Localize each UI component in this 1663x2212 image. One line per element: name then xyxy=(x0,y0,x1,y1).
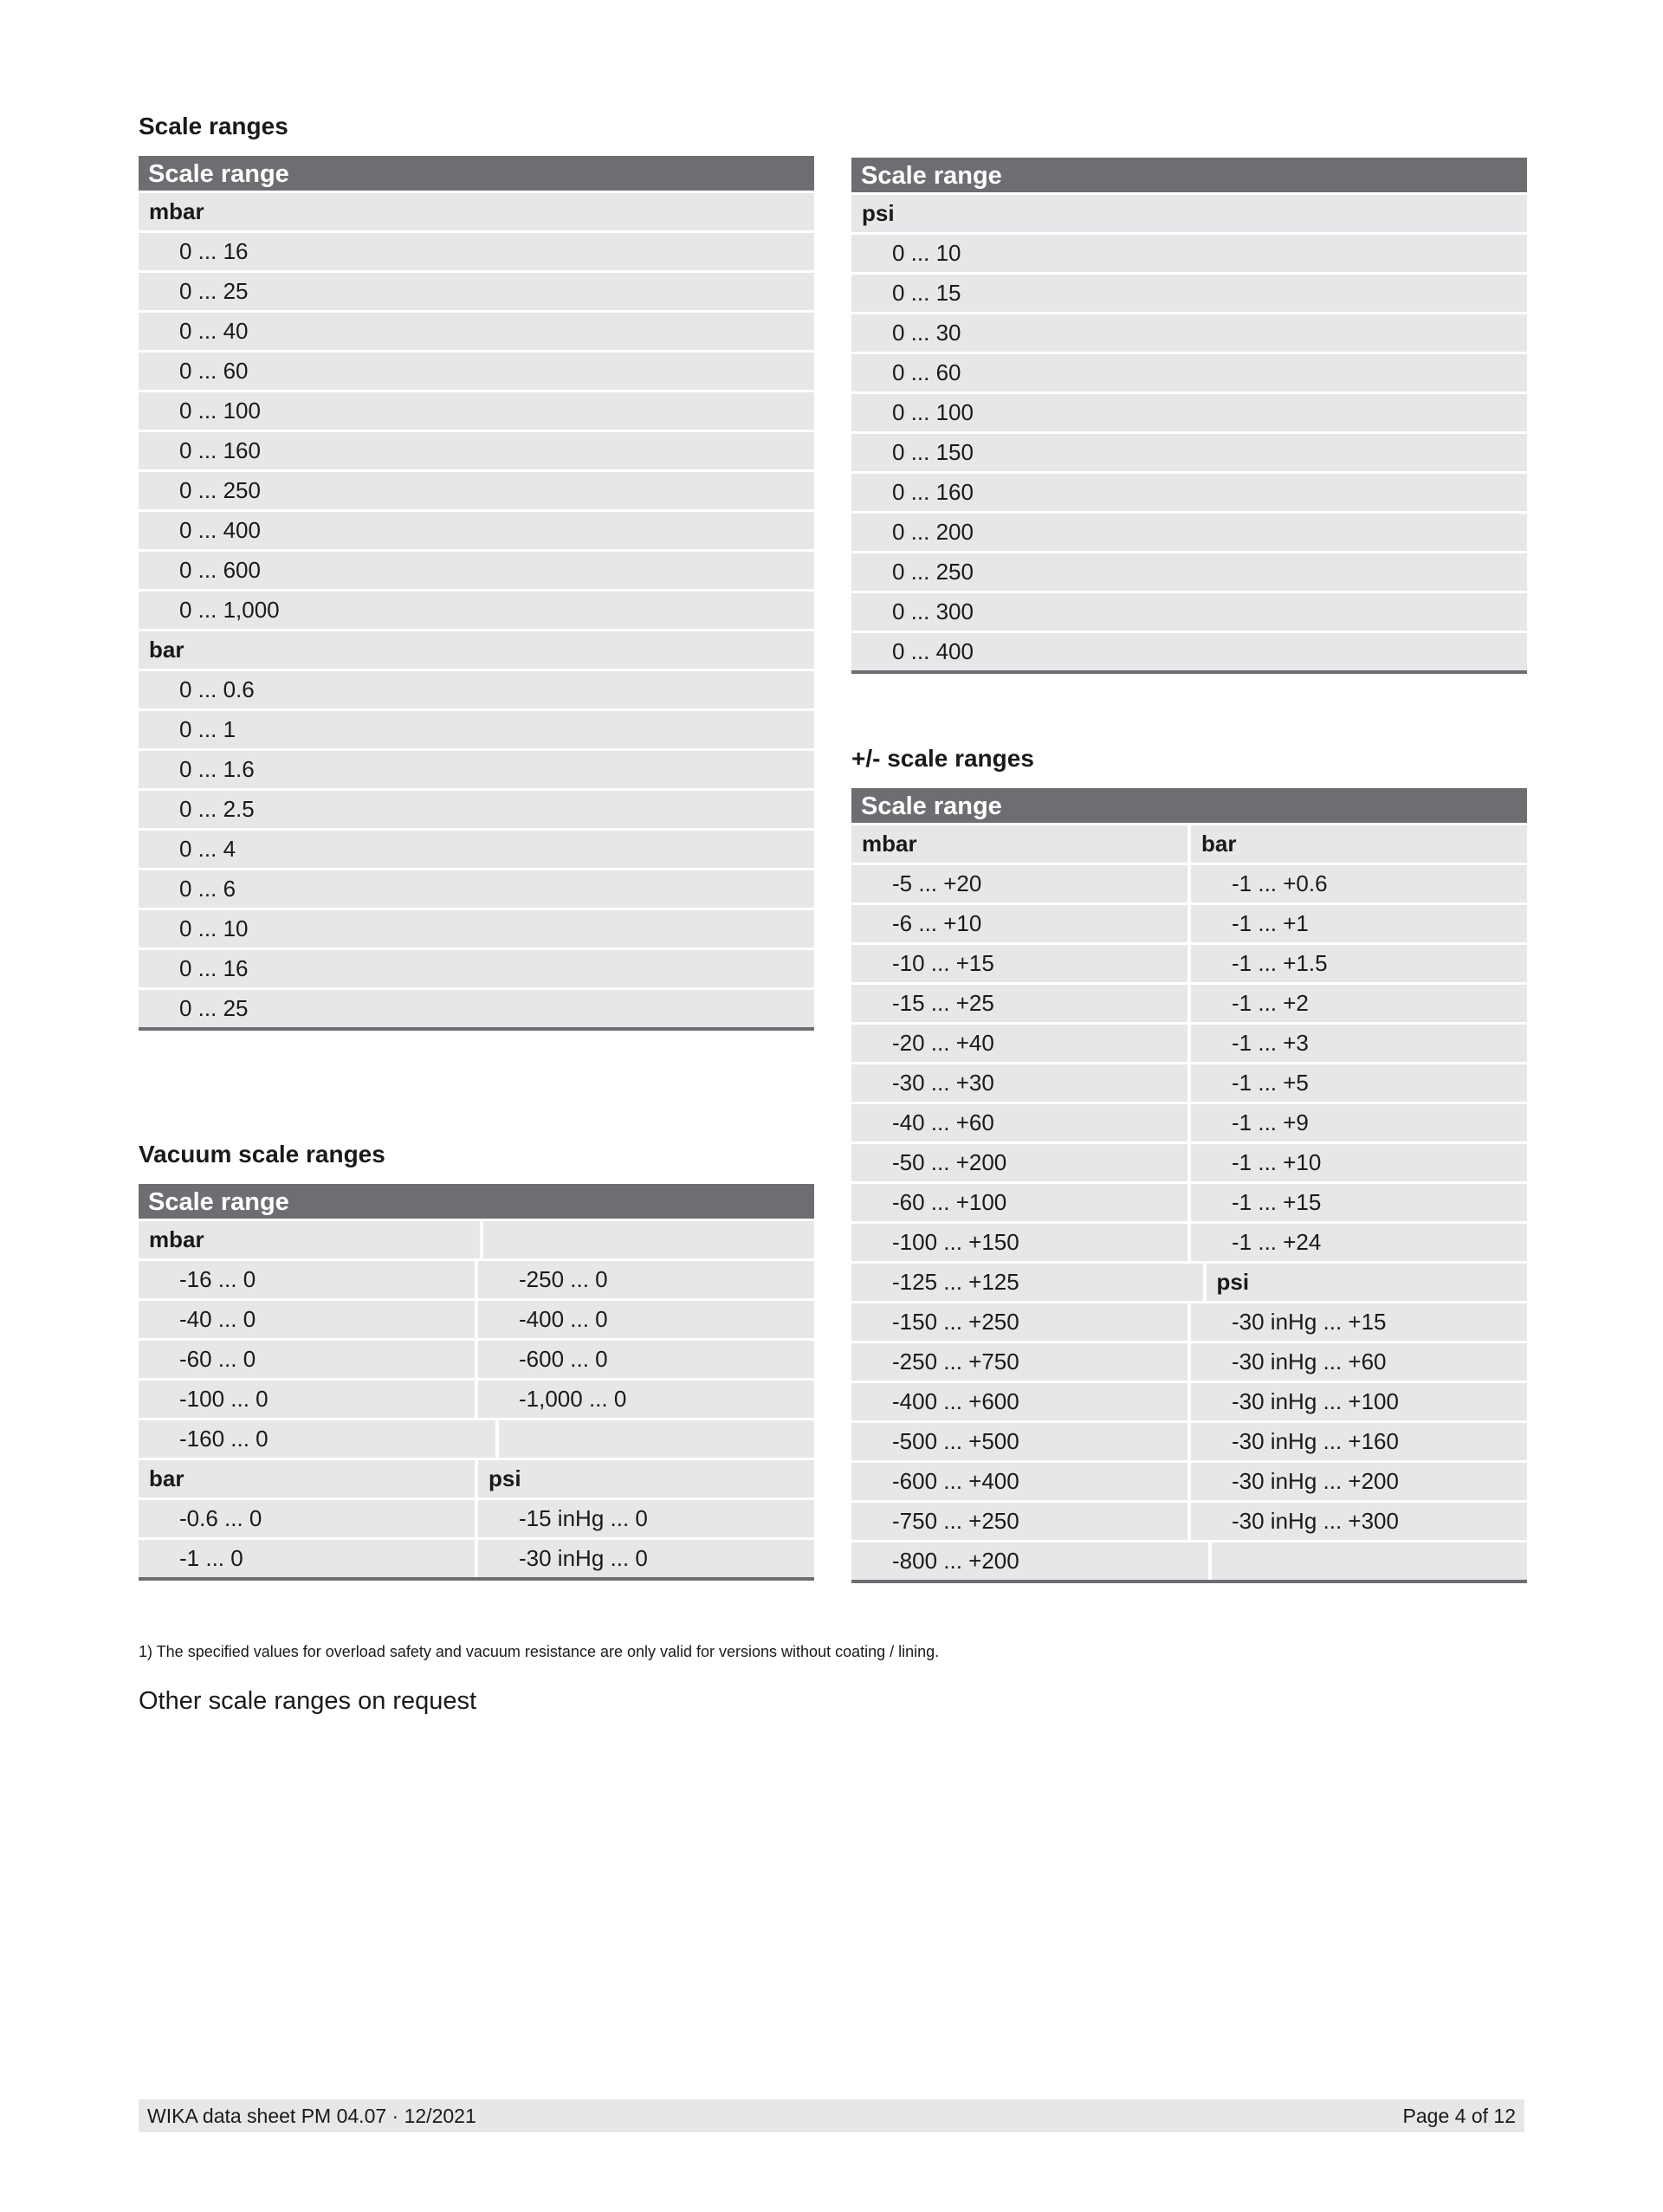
range-value: -1 ... +2 xyxy=(1191,985,1527,1022)
range-value: -40 ... 0 xyxy=(139,1301,475,1338)
range-value: 0 ... 160 xyxy=(851,474,1527,511)
unit-label: bar xyxy=(139,1460,475,1497)
table-row xyxy=(139,1261,814,1298)
range-value: -1 ... 0 xyxy=(139,1540,475,1577)
table-row xyxy=(139,950,814,987)
unit-label: bar xyxy=(1191,825,1527,863)
range-value: -150 ... +250 xyxy=(851,1303,1187,1341)
plus-minus-scale-ranges-title: +/- scale ranges xyxy=(851,745,1034,772)
table-row xyxy=(139,233,814,270)
table-row xyxy=(139,831,814,868)
page-footer xyxy=(139,2099,1524,2132)
table-row xyxy=(851,235,1527,272)
table-row xyxy=(851,514,1527,551)
range-value: 0 ... 600 xyxy=(139,552,814,589)
range-value: -1 ... +9 xyxy=(1191,1104,1527,1142)
table-row xyxy=(851,394,1527,431)
table-row xyxy=(851,1383,1527,1420)
range-value: -50 ... +200 xyxy=(851,1144,1187,1181)
range-value: 0 ... 1 xyxy=(139,711,814,748)
range-value: -0.6 ... 0 xyxy=(139,1500,475,1537)
range-value: -1,000 ... 0 xyxy=(478,1381,814,1418)
range-value: -30 inHg ... +15 xyxy=(1191,1303,1527,1341)
range-value: 0 ... 6 xyxy=(139,870,814,908)
table-row xyxy=(139,472,814,509)
table-row xyxy=(851,1104,1527,1142)
range-value: -6 ... +10 xyxy=(851,905,1187,942)
range-value: 0 ... 2.5 xyxy=(139,791,814,828)
range-value: -600 ... +400 xyxy=(851,1463,1187,1500)
range-value: -1 ... +24 xyxy=(1191,1224,1527,1261)
range-value: -1 ... +5 xyxy=(1191,1064,1527,1102)
footer-document-id: WIKA data sheet PM 04.07 · 12/2021 xyxy=(147,2105,476,2127)
table-row xyxy=(851,905,1527,942)
table-row xyxy=(851,1184,1527,1221)
table-header: Scale range xyxy=(139,1184,814,1219)
psi-scale-ranges-table xyxy=(851,158,1527,674)
range-value: 0 ... 60 xyxy=(851,354,1527,391)
table-row xyxy=(851,1025,1527,1062)
table-row xyxy=(139,1381,814,1418)
unit-label: mbar xyxy=(139,193,814,230)
table-row xyxy=(851,1503,1527,1540)
range-value: 0 ... 300 xyxy=(851,593,1527,631)
range-value: 0 ... 10 xyxy=(139,910,814,948)
table-row xyxy=(139,1540,814,1577)
unit-label: mbar xyxy=(139,1221,480,1258)
range-value: -1 ... +0.6 xyxy=(1191,865,1527,902)
range-value: -30 inHg ... +100 xyxy=(1191,1383,1527,1420)
range-value: -1 ... +1.5 xyxy=(1191,945,1527,982)
range-value: -400 ... +600 xyxy=(851,1383,1187,1420)
range-value: -1 ... +3 xyxy=(1191,1025,1527,1062)
range-value: 0 ... 16 xyxy=(139,950,814,987)
unit-heading-row xyxy=(139,193,814,230)
range-value: 0 ... 1,000 xyxy=(139,592,814,629)
range-value: 0 ... 400 xyxy=(139,512,814,549)
empty-cell xyxy=(483,1221,814,1258)
table-header: Scale range xyxy=(139,156,814,191)
range-value: 0 ... 15 xyxy=(851,275,1527,312)
range-value: -1 ... +1 xyxy=(1191,905,1527,942)
range-value: -30 inHg ... +160 xyxy=(1191,1423,1527,1460)
table-row xyxy=(851,985,1527,1022)
table-row xyxy=(139,552,814,589)
range-value: 0 ... 1.6 xyxy=(139,751,814,788)
table-row xyxy=(851,474,1527,511)
table-row xyxy=(139,711,814,748)
unit-label: psi xyxy=(851,195,1527,232)
table-row xyxy=(851,1303,1527,1341)
table-row xyxy=(139,1341,814,1378)
unit-label: mbar xyxy=(851,825,1187,863)
range-value: 0 ... 10 xyxy=(851,235,1527,272)
range-value: 0 ... 100 xyxy=(851,394,1527,431)
table-row xyxy=(851,1224,1527,1261)
range-value: 0 ... 150 xyxy=(851,434,1527,471)
range-value: -500 ... +500 xyxy=(851,1423,1187,1460)
table-row xyxy=(851,354,1527,391)
range-value: -15 inHg ... 0 xyxy=(478,1500,814,1537)
table-row xyxy=(139,751,814,788)
range-value: 0 ... 250 xyxy=(139,472,814,509)
range-value: -100 ... 0 xyxy=(139,1381,475,1418)
vacuum-scale-ranges-title: Vacuum scale ranges xyxy=(139,1141,385,1167)
range-value: 0 ... 25 xyxy=(139,990,814,1027)
table-row xyxy=(139,432,814,469)
range-value: 0 ... 40 xyxy=(139,313,814,350)
range-value: -5 ... +20 xyxy=(851,865,1187,902)
range-value: 0 ... 0.6 xyxy=(139,671,814,708)
range-value: 0 ... 4 xyxy=(139,831,814,868)
unit-label: psi xyxy=(1207,1264,1528,1301)
table-header: Scale range xyxy=(851,788,1527,823)
table-row xyxy=(139,273,814,310)
range-value: -250 ... 0 xyxy=(478,1261,814,1298)
table-row xyxy=(851,314,1527,352)
range-value: -20 ... +40 xyxy=(851,1025,1187,1062)
scale-ranges-title: Scale ranges xyxy=(139,113,288,139)
range-value: 0 ... 250 xyxy=(851,553,1527,591)
range-value: -60 ... +100 xyxy=(851,1184,1187,1221)
range-value: -10 ... +15 xyxy=(851,945,1187,982)
range-value: 0 ... 160 xyxy=(139,432,814,469)
table-row xyxy=(139,352,814,390)
range-value: -40 ... +60 xyxy=(851,1104,1187,1142)
table-row xyxy=(851,1343,1527,1381)
range-value: -30 inHg ... +60 xyxy=(1191,1343,1527,1381)
table-header: Scale range xyxy=(851,158,1527,192)
range-value: -60 ... 0 xyxy=(139,1341,475,1378)
unit-heading-row xyxy=(139,1221,814,1258)
table-row xyxy=(851,1543,1527,1580)
table-row xyxy=(139,592,814,629)
table-row xyxy=(139,1500,814,1537)
table-row xyxy=(851,1144,1527,1181)
table-row xyxy=(139,392,814,430)
footer-page-number: Page 4 of 12 xyxy=(1402,2105,1516,2127)
range-value: -600 ... 0 xyxy=(478,1341,814,1378)
empty-cell xyxy=(1212,1543,1528,1580)
range-value: 0 ... 400 xyxy=(851,633,1527,670)
range-value: -250 ... +750 xyxy=(851,1343,1187,1381)
range-value: -30 ... +30 xyxy=(851,1064,1187,1102)
footnote: 1) The specified values for overload safety and vacuum resistance are only valid for versions without coating / lining. xyxy=(139,1643,940,1660)
table-row xyxy=(851,1064,1527,1102)
unit-heading-row xyxy=(139,631,814,669)
range-value: 0 ... 200 xyxy=(851,514,1527,551)
empty-cell xyxy=(499,1420,815,1458)
unit-label: psi xyxy=(478,1460,814,1497)
table-row xyxy=(139,791,814,828)
scale-ranges-table xyxy=(139,156,814,1031)
range-value: 0 ... 30 xyxy=(851,314,1527,352)
table-row xyxy=(851,434,1527,471)
range-value: -750 ... +250 xyxy=(851,1503,1187,1540)
table-row xyxy=(139,870,814,908)
range-value: -1 ... +10 xyxy=(1191,1144,1527,1181)
table-row xyxy=(139,512,814,549)
range-value: 0 ... 16 xyxy=(139,233,814,270)
table-row xyxy=(139,313,814,350)
other-ranges-note: Other scale ranges on request xyxy=(139,1687,477,1715)
range-value: -30 inHg ... +200 xyxy=(1191,1463,1527,1500)
table-row xyxy=(851,633,1527,670)
unit-heading-row xyxy=(851,825,1527,863)
range-value: -160 ... 0 xyxy=(139,1420,495,1458)
range-value: -125 ... +125 xyxy=(851,1264,1203,1301)
range-value: -800 ... +200 xyxy=(851,1543,1208,1580)
range-value: -16 ... 0 xyxy=(139,1261,475,1298)
table-row xyxy=(139,671,814,708)
table-row xyxy=(851,1423,1527,1460)
unit-heading-row xyxy=(139,1460,814,1497)
plus-minus-scale-ranges-table xyxy=(851,788,1527,1583)
table-row xyxy=(139,990,814,1027)
table-row xyxy=(139,1420,814,1458)
unit-heading-row xyxy=(851,195,1527,232)
range-value: 0 ... 25 xyxy=(139,273,814,310)
range-value: -15 ... +25 xyxy=(851,985,1187,1022)
range-value: -30 inHg ... 0 xyxy=(478,1540,814,1577)
range-value: -1 ... +15 xyxy=(1191,1184,1527,1221)
table-row xyxy=(851,865,1527,902)
range-value: 0 ... 60 xyxy=(139,352,814,390)
unit-label: bar xyxy=(139,631,814,669)
table-row xyxy=(851,1463,1527,1500)
table-row xyxy=(851,553,1527,591)
table-row xyxy=(851,1264,1527,1301)
table-row xyxy=(851,945,1527,982)
range-value: -100 ... +150 xyxy=(851,1224,1187,1261)
table-row xyxy=(851,593,1527,631)
table-row xyxy=(139,1301,814,1338)
table-row xyxy=(851,275,1527,312)
table-row xyxy=(139,910,814,948)
range-value: 0 ... 100 xyxy=(139,392,814,430)
vacuum-scale-ranges-table xyxy=(139,1184,814,1581)
range-value: -400 ... 0 xyxy=(478,1301,814,1338)
range-value: -30 inHg ... +300 xyxy=(1191,1503,1527,1540)
